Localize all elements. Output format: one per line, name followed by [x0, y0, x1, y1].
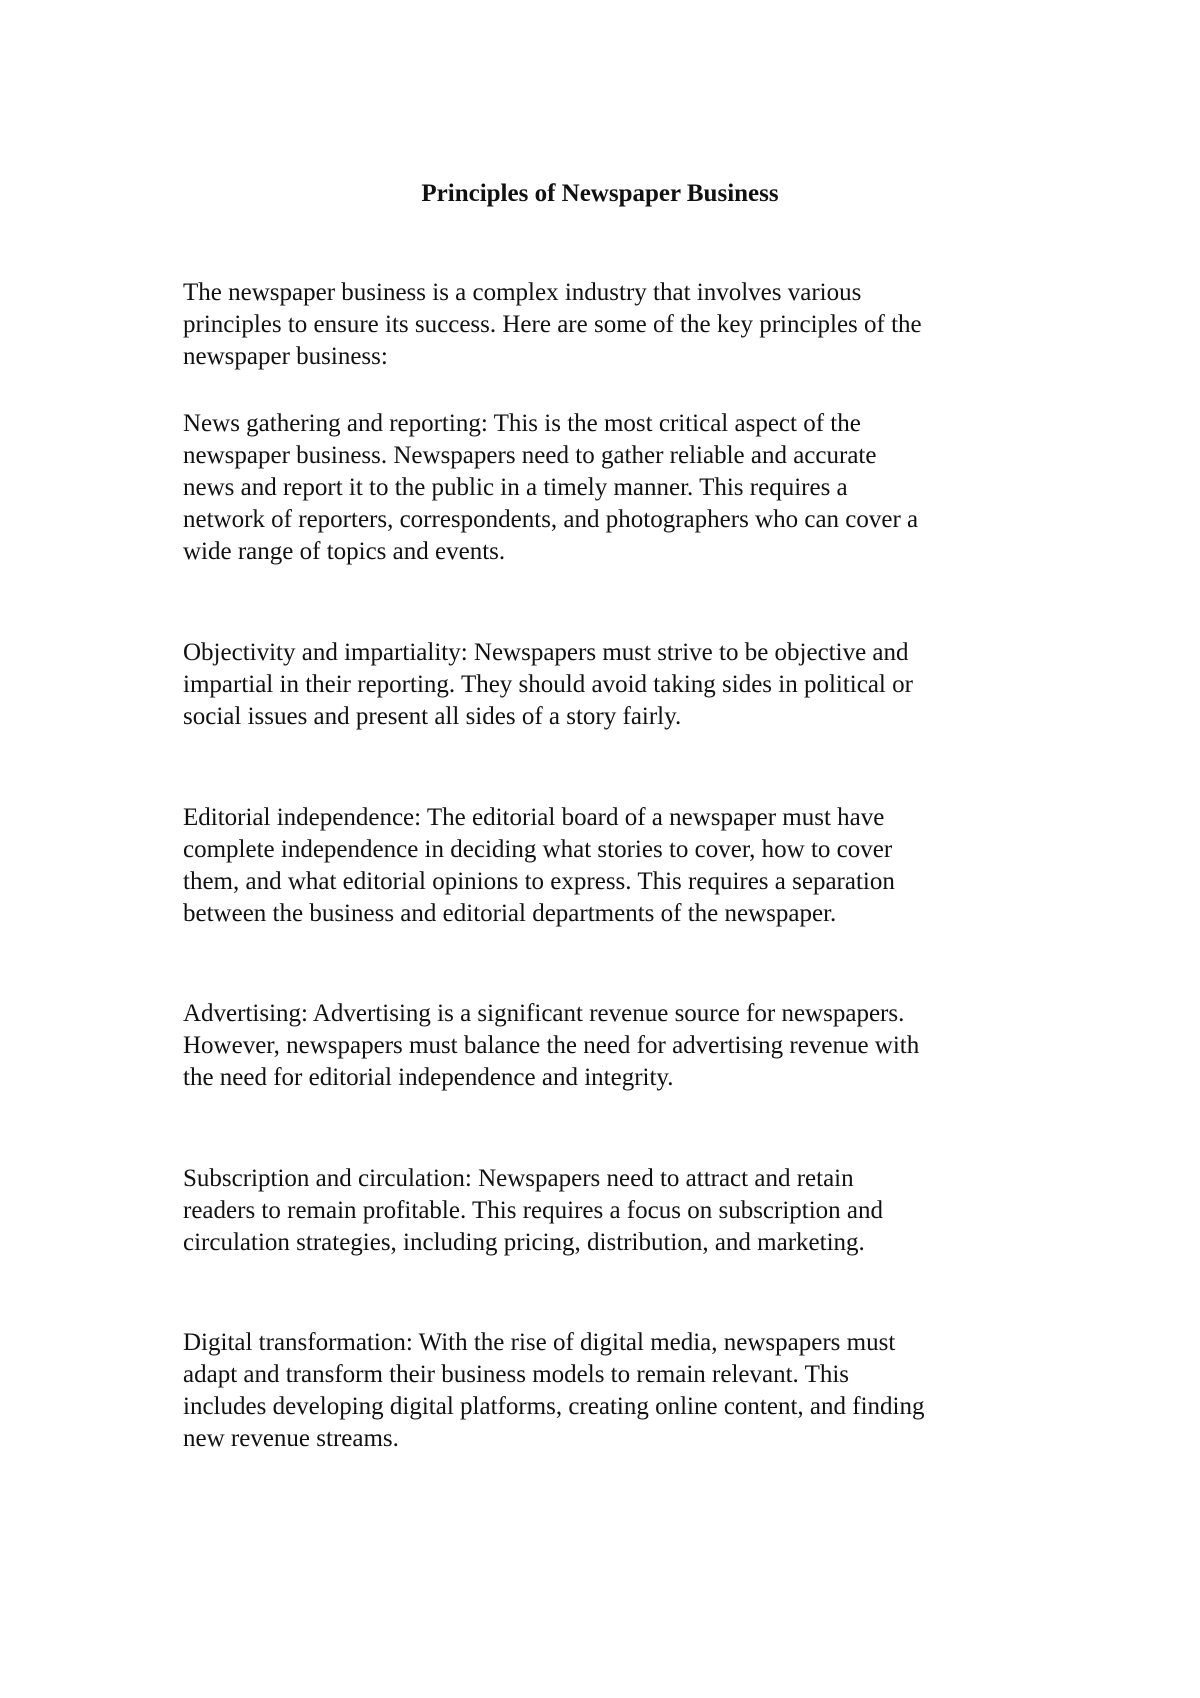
text-line: circulation strategies, including pricing, distribution, and marketing. — [183, 1229, 865, 1256]
text-line: network of reporters, correspondents, and photographers who can cover a — [183, 506, 919, 533]
text-line: News gathering and reporting: This is the most critical aspect of the — [183, 410, 861, 437]
paragraph-intro — [183, 277, 1043, 373]
paragraph-digital-transformation — [183, 1327, 1043, 1455]
text-line: readers to remain profitable. This requires a focus on subscription and — [183, 1197, 884, 1224]
text-line: social issues and present all sides of a story fairly. — [183, 703, 682, 730]
paragraph-news-gathering — [183, 408, 1043, 568]
text-line: adapt and transform their business models to remain relevant. This — [183, 1361, 850, 1388]
text-line: The newspaper business is a complex industry that involves various — [183, 279, 862, 306]
text-line: Editorial independence: The editorial board of a newspaper must have — [183, 804, 885, 831]
text-line: Digital transformation: With the rise of digital media, newspapers must — [183, 1329, 896, 1356]
text-line: Subscription and circulation: Newspapers need to attract and retain — [183, 1165, 854, 1192]
document-title: Principles of Newspaper Business — [421, 180, 779, 207]
text-line: impartial in their reporting. They should avoid taking sides in political or — [183, 671, 913, 698]
text-line: complete independence in deciding what stories to cover, how to cover — [183, 836, 893, 863]
text-line: wide range of topics and events. — [183, 538, 506, 565]
paragraph-objectivity — [183, 637, 1043, 733]
text-line: news and report it to the public in a timely manner. This requires a — [183, 474, 848, 501]
text-line: However, newspapers must balance the need for advertising revenue with — [183, 1032, 920, 1059]
text-line: Objectivity and impartiality: Newspapers must strive to be objective and — [183, 639, 909, 666]
paragraph-editorial-independence — [183, 802, 1043, 930]
text-line: new revenue streams. — [183, 1425, 399, 1452]
text-line: between the business and editorial departments of the newspaper. — [183, 900, 837, 927]
paragraph-subscription — [183, 1163, 1043, 1259]
text-line: the need for editorial independence and integrity. — [183, 1064, 674, 1091]
text-line: includes developing digital platforms, creating online content, and finding — [183, 1393, 925, 1420]
text-line: newspaper business: — [183, 343, 388, 370]
text-line: newspaper business. Newspapers need to gather reliable and accurate — [183, 442, 877, 469]
text-line: principles to ensure its success. Here are some of the key principles of the — [183, 311, 922, 338]
text-line: Advertising: Advertising is a significant revenue source for newspapers. — [183, 1000, 905, 1027]
text-line: them, and what editorial opinions to express. This requires a separation — [183, 868, 895, 895]
paragraph-advertising — [183, 998, 1043, 1094]
